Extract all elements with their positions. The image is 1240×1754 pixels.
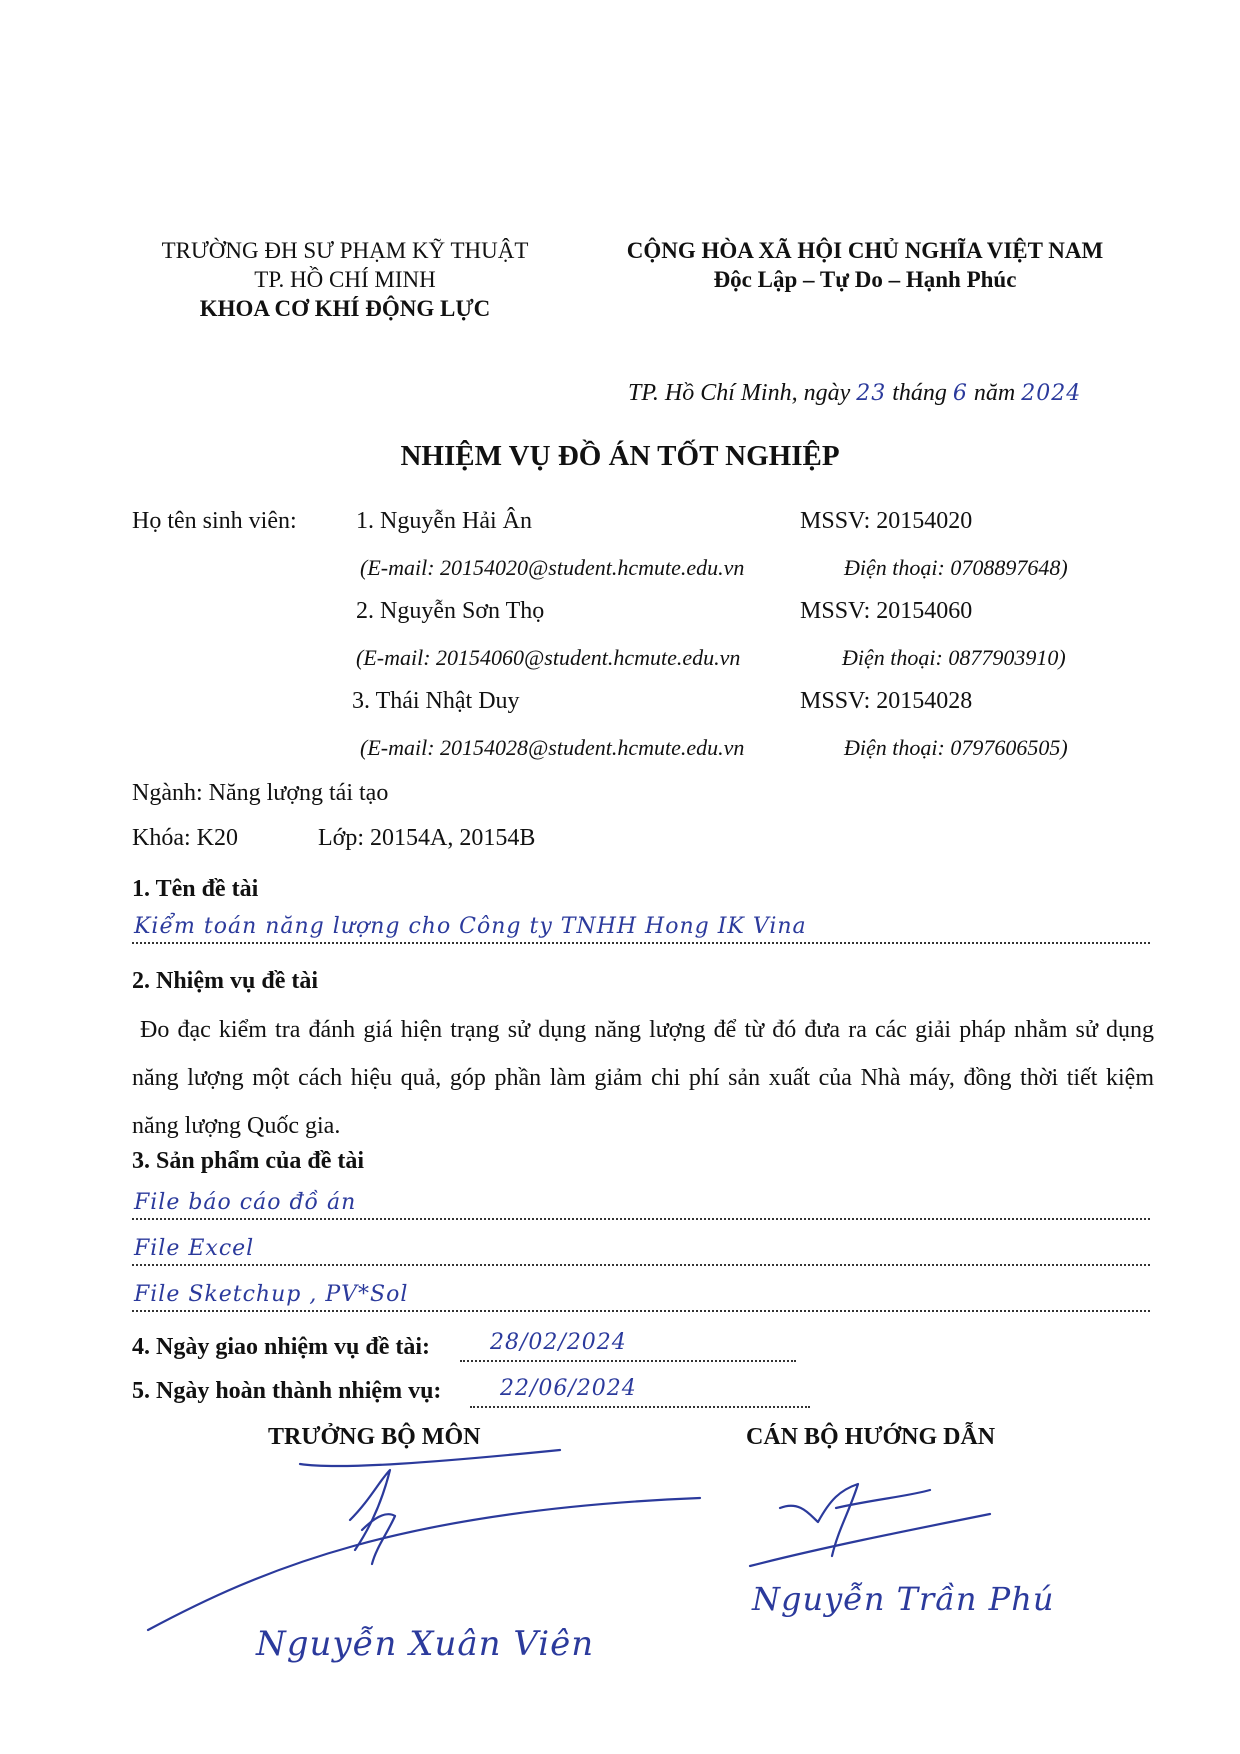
school-name: TRƯỜNG ĐH SƯ PHẠM KỸ THUẬT [161, 238, 529, 263]
complete-date-label: 5. Ngày hoàn thành nhiệm vụ: [132, 1378, 442, 1404]
left-signature-name: Nguyễn Xuân Viên [256, 1624, 595, 1664]
products-heading: 3. Sản phẩm của đề tài [132, 1148, 365, 1174]
school-city: TP. HỒ CHÍ MINH [254, 267, 436, 292]
class: Lớp: 20154A, 20154B [318, 825, 536, 851]
student-2-name: 2. Nguyễn Sơn Thọ [356, 598, 545, 624]
student-1-name: 1. Nguyễn Hải Ân [356, 508, 532, 534]
product-2-line [132, 1264, 1150, 1266]
task-text: Đo đạc kiểm tra đánh giá hiện trạng sử dụng năng lượng để từ đó đưa ra các giải pháp nhằm sử dụng năng lượng một cách hiệu quả, góp phần làm giảm chi phí sản xuất của Nhà máy, đồng thời tiết kiệm năng lượng Quốc gia. [132, 1017, 1154, 1139]
right-signature-scribble [740, 1460, 1080, 1580]
student-3-mssv: MSSV: 20154028 [800, 688, 973, 714]
topic-value: Kiểm toán năng lượng cho Công ty TNHH Hong IK Vina [134, 914, 807, 939]
date-month: 6 [952, 381, 968, 406]
date-month-label: tháng [892, 380, 947, 406]
student-3-name: 3. Thái Nhật Duy [352, 688, 520, 714]
left-signature-title: TRƯỞNG BỘ MÔN [268, 1424, 481, 1450]
national-header [580, 236, 1150, 294]
date-year-label: năm [973, 380, 1016, 406]
student-2-mssv: MSSV: 20154060 [800, 598, 973, 624]
complete-date: 22/06/2024 [500, 1376, 637, 1401]
faculty-name: KHOA CƠ KHÍ ĐỘNG LỰC [199, 296, 491, 321]
assign-date: 28/02/2024 [490, 1330, 627, 1355]
topic-heading: 1. Tên đề tài [132, 876, 259, 902]
national-title: CỘNG HÒA XÃ HỘI CHỦ NGHĨA VIỆT NAM [626, 238, 1104, 263]
product-3-line [132, 1310, 1150, 1312]
student-1-email: (E-mail: 20154020@student.hcmute.edu.vn [360, 555, 745, 580]
student-3-phone: Điện thoại: 0797606505) [844, 735, 1068, 760]
right-signature-name: Nguyễn Trần Phú [752, 1580, 1055, 1618]
student-2-email: (E-mail: 20154060@student.hcmute.edu.vn [356, 645, 741, 670]
assign-date-line [460, 1360, 796, 1362]
national-motto: Độc Lập – Tự Do – Hạnh Phúc [713, 267, 1017, 292]
date-year: 2024 [1021, 381, 1082, 406]
date-line [628, 380, 1081, 407]
student-3-email: (E-mail: 20154028@student.hcmute.edu.vn [360, 735, 745, 760]
task-heading: 2. Nhiệm vụ đề tài [132, 968, 318, 994]
assign-date-label: 4. Ngày giao nhiệm vụ đề tài: [132, 1334, 431, 1360]
right-signature-title: CÁN BỘ HƯỚNG DẪN [746, 1424, 996, 1450]
course: Khóa: K20 [132, 825, 238, 851]
school-header [120, 236, 570, 323]
date-day: 23 [856, 381, 887, 406]
student-1-mssv: MSSV: 20154020 [800, 508, 973, 534]
topic-dotted-line [132, 942, 1150, 944]
student-1-phone: Điện thoại: 0708897648) [844, 555, 1068, 580]
page-title: NHIỆM VỤ ĐỒ ÁN TỐT NGHIỆP [400, 440, 840, 472]
date-prefix: TP. Hồ Chí Minh, ngày [628, 380, 851, 406]
left-signature-scribble [140, 1440, 720, 1640]
product-1: File báo cáo đồ án [134, 1190, 357, 1215]
students-label: Họ tên sinh viên: [132, 508, 297, 534]
product-1-line [132, 1218, 1150, 1220]
product-2: File Excel [134, 1236, 255, 1261]
complete-date-line [470, 1406, 810, 1408]
major: Ngành: Năng lượng tái tạo [132, 780, 389, 806]
product-3: File Sketchup , PV*Sol [134, 1282, 409, 1307]
student-2-phone: Điện thoại: 0877903910) [842, 645, 1066, 670]
